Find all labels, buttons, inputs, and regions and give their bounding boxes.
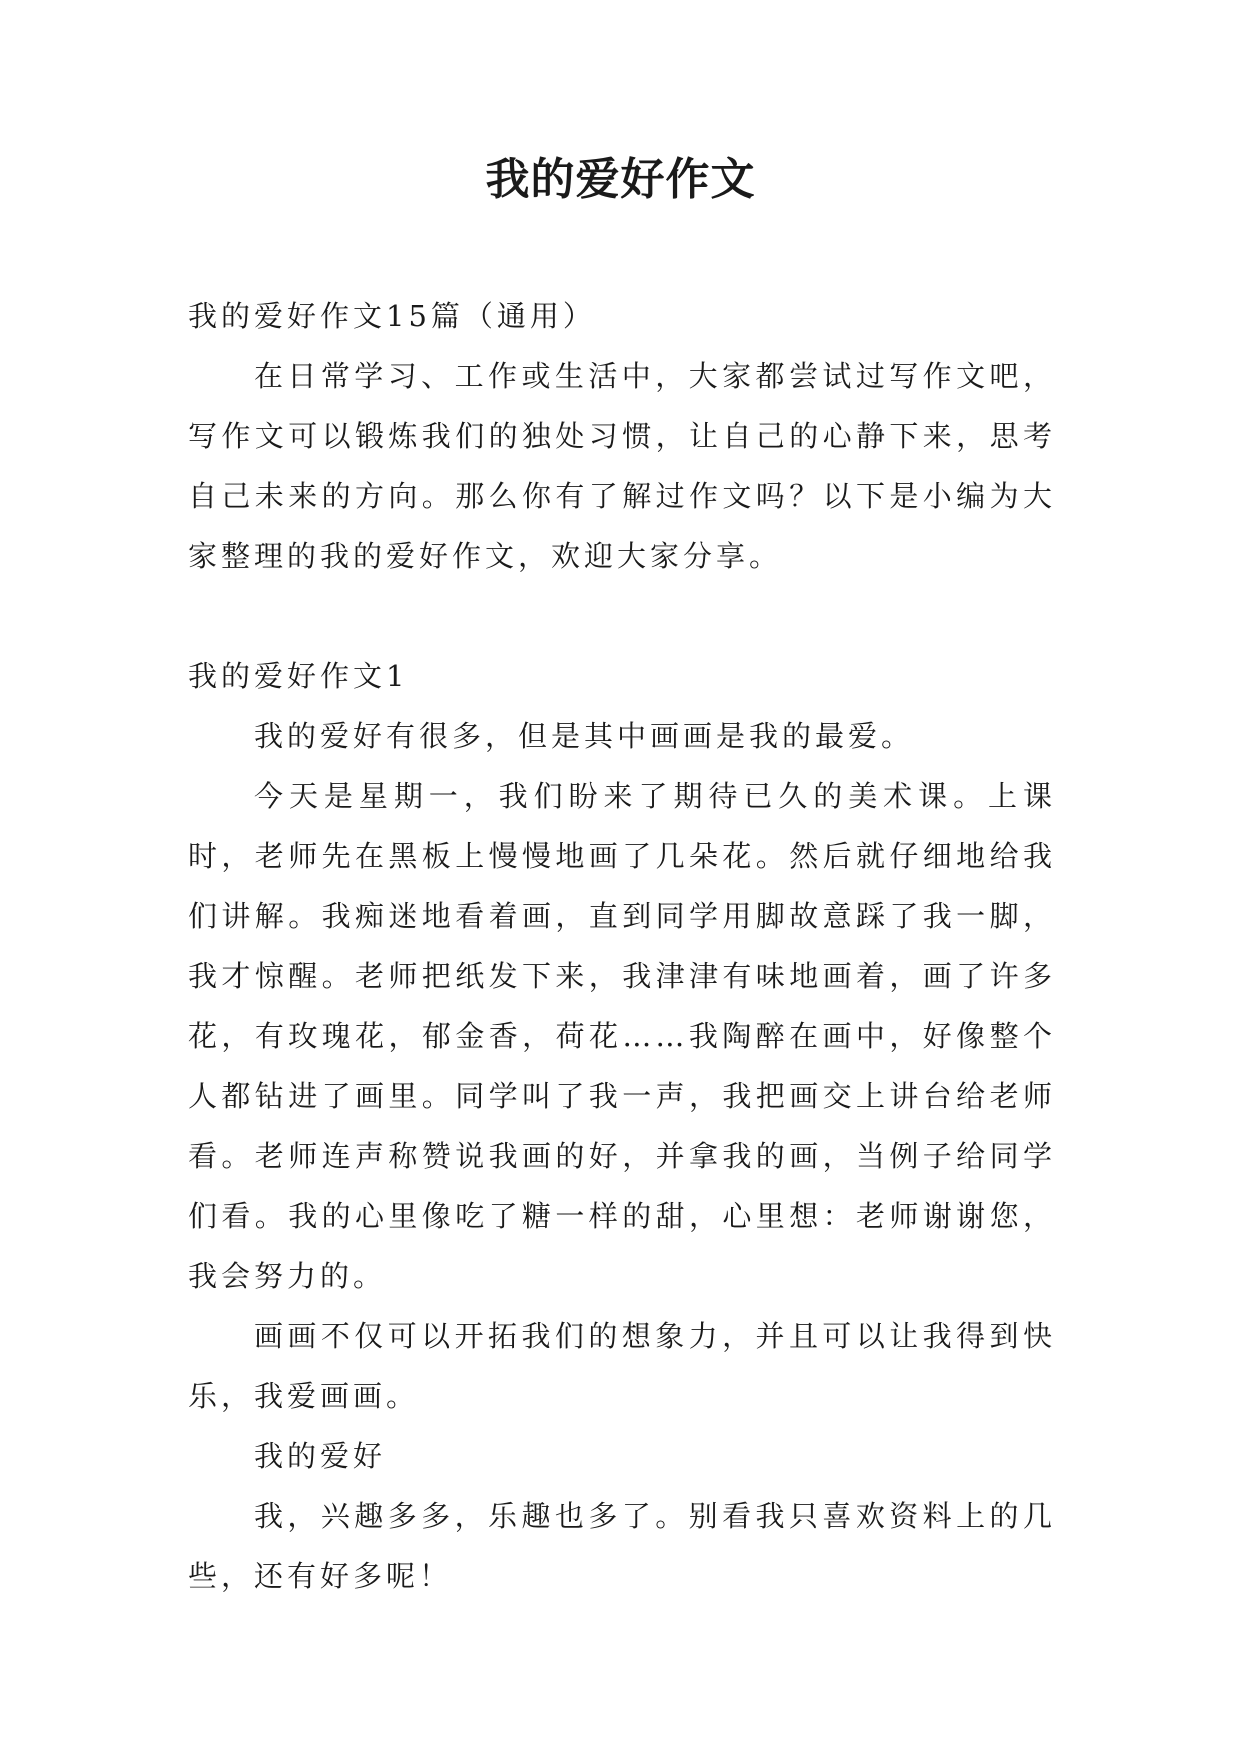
body-paragraph: 今天是星期一，我们盼来了期待已久的美术课。上课时，老师先在黑板上慢慢地画了几朵花。然后就仔细地给我们讲解。我痴迷地看着画，直到同学用脚故意踩了我一脚，我才惊醒。老师把纸发下来，我津津有味地画着，画了许多花，有玫瑰花，郁金香，荷花……我陶醉在画中，好像整个人都钻进了画里。同学叫了我一声，我把画交上讲台给老师看。老师连声称赞说我画的好，并拿我的画，当例子给同学们看。我的心里像吃了糖一样的甜，心里想：老师谢谢您，我会努力的。: [188, 779, 1056, 1293]
document-subtitle: 我的爱好作文15篇（通用）: [188, 299, 596, 333]
document-title: 我的爱好作文: [485, 154, 756, 205]
body-paragraph: 画画不仅可以开拓我们的想象力，并且可以让我得到快乐，我爱画画。: [188, 1319, 1056, 1413]
section-heading: 我的爱好作文1: [188, 659, 409, 693]
intro-paragraph: 在日常学习、工作或生活中，大家都尝试过写作文吧，写作文可以锻炼我们的独处习惯，让自己的心静下来，思考自己未来的方向。那么你有了解过作文吗？以下是小编为大家整理的我的爱好作文，欢迎大家分享。: [188, 359, 1056, 573]
document-body: [188, 286, 1056, 1606]
body-paragraph: 我的爱好: [254, 1439, 387, 1473]
section-spacer: [188, 586, 1056, 646]
body-paragraph: 我，兴趣多多，乐趣也多了。别看我只喜欢资料上的几些，还有好多呢！: [188, 1499, 1056, 1593]
body-paragraph: 我的爱好有很多，但是其中画画是我的最爱。: [254, 719, 915, 753]
